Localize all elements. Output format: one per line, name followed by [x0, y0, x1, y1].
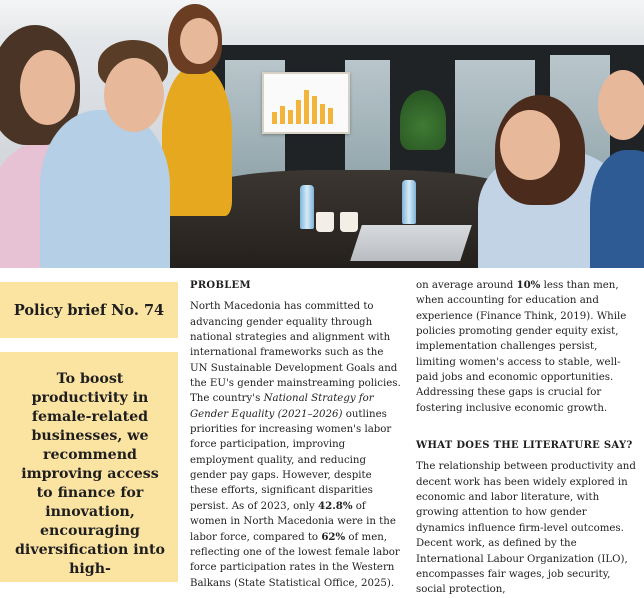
stat-female-participation: 42.8% — [318, 499, 353, 512]
continued-paragraph — [416, 278, 636, 416]
stat-male-participation: 62% — [321, 530, 346, 543]
right-column — [416, 278, 636, 598]
plant — [400, 90, 446, 150]
attendee-head — [20, 50, 75, 125]
laptop — [350, 225, 472, 261]
hero-photo — [0, 0, 644, 268]
strategy-title: National Strategy for Gender Equality (2021–2026) — [190, 393, 374, 420]
policy-brief-box — [0, 282, 178, 338]
chart-board — [262, 72, 350, 134]
attendee-man — [40, 110, 170, 268]
coffee-cup — [340, 212, 358, 232]
attendee-edge-head — [598, 70, 644, 140]
literature-heading: WHAT DOES THE LITERATURE SAY? — [416, 440, 633, 452]
problem-text: North Macedonia has committed to advancing gender equality through national strategies and alignment with international frameworks such as the UN Sustainable Development Goals and the EU's gender mainstreaming policies. The country's — [190, 301, 401, 405]
water-bottle — [300, 185, 314, 229]
policy-brief-title: Policy brief No. 74 — [13, 301, 165, 319]
stat-wage-gap: 10% — [516, 279, 541, 291]
coffee-cup — [316, 212, 334, 232]
literature-paragraph: The relationship between productivity and decent work has been widely explored in economic and labor literature, with growing attention to how gender dynamics influence firm-level outcomes. Decent work, as defined by the International Labour Organization (ILO), encompasses fair wages, job security, social protection, — [416, 461, 636, 596]
ceiling — [0, 0, 644, 40]
problem-paragraph — [190, 299, 402, 591]
problem-text: of women in North Macedonia were in the labor force, compared to — [190, 500, 396, 543]
recommendation-box — [0, 352, 178, 582]
problem-text: of men, reflecting one of the lowest female labor force participation rates in the Western Balkans (State Statistical Office, 2025). — [190, 531, 400, 589]
continued-text: on average around — [416, 280, 517, 291]
attendee-man-head — [104, 58, 164, 132]
recommendation-text: To boost productivity in female-related businesses, we recommend improving access to finance for innovation, encouraging diversification into high- — [15, 371, 165, 577]
attendee-right-head — [500, 110, 560, 180]
presenter-head — [180, 18, 218, 64]
problem-heading: PROBLEM — [190, 280, 251, 291]
water-bottle — [402, 180, 416, 224]
presenter — [162, 66, 232, 216]
problem-text: outlines priorities for increasing women's labor force participation, improving employment quality, and reducing gender pay gaps. However, despite these efforts, significant disparities persist. As of 2023, only — [190, 408, 392, 512]
continued-text: less than men, when accounting for education and experience (Finance Think, 2019). While policies promoting gender equity exist, implementation challenges persist, limiting women's access to stable, well-paid jobs and economic opportunities. Addressing these gaps is crucial for fostering inclusive economic growth. — [416, 280, 627, 414]
problem-column — [190, 278, 402, 591]
